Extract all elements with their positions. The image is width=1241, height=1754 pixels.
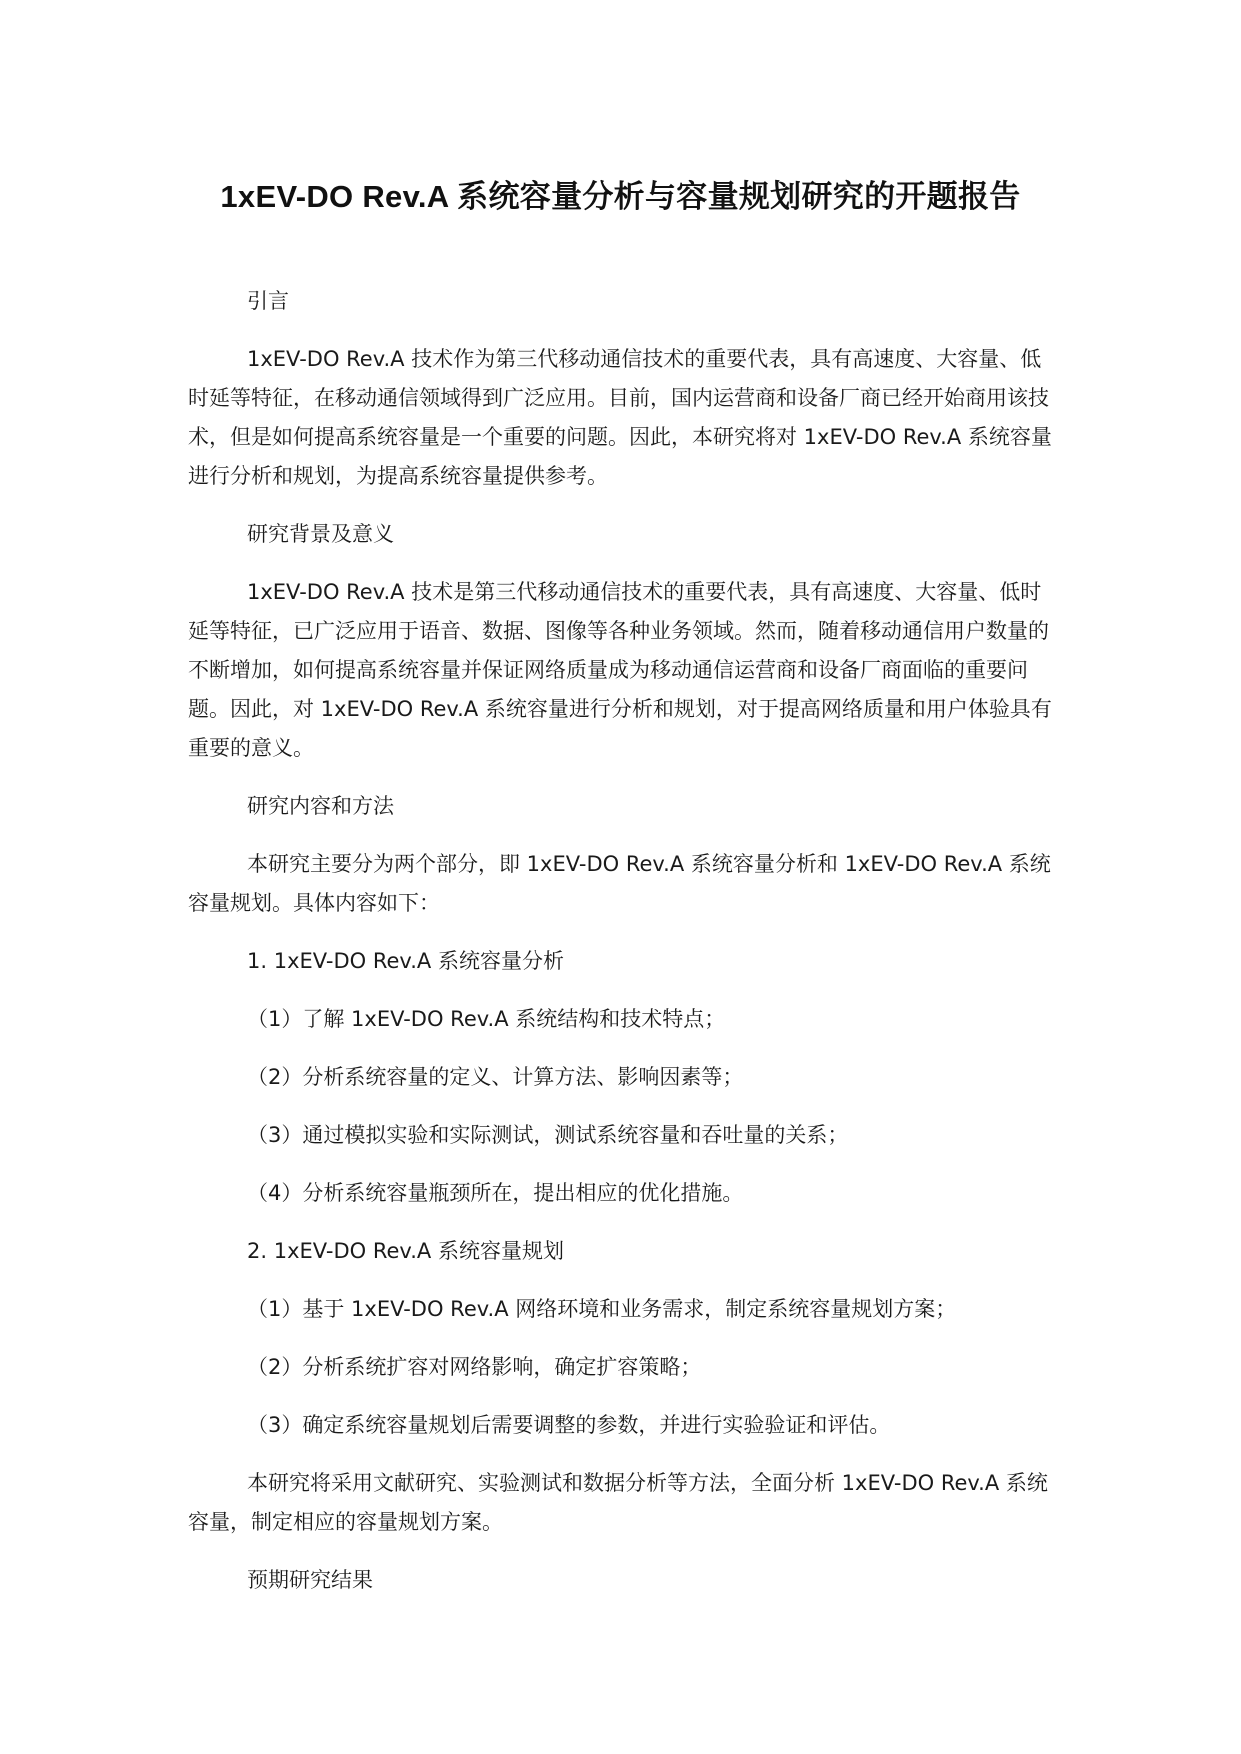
body-paragraph: 1xEV-DO Rev.A 技术作为第三代移动通信技术的重要代表，具有高速度、大容量、低时延等特征，在移动通信领域得到广泛应用。目前，国内运营商和设备厂商已经开始商用该技术，但是如何提高系统容量是一个重要的问题。因此，本研究将对 1xEV-DO Rev.A 系统容量进行分析和规划，为提高系统容量提供参考。 (188, 347, 1052, 488)
list-item: （1）基于 1xEV-DO Rev.A 网络环境和业务需求，制定系统容量规划方案； (247, 1297, 957, 1321)
section-heading: 预期研究结果 (247, 1568, 373, 1592)
list-item: （1）了解 1xEV-DO Rev.A 系统结构和技术特点； (247, 1007, 726, 1031)
list-item: （3）确定系统容量规划后需要调整的参数，并进行实验验证和评估。 (247, 1413, 891, 1437)
body-paragraph: 1xEV-DO Rev.A 技术是第三代移动通信技术的重要代表，具有高速度、大容量、低时延等特征，已广泛应用于语音、数据、图像等各种业务领域。然而，随着移动通信用户数量的不断增加，如何提高系统容量并保证网络质量成为移动通信运营商和设备厂商面临的重要问题。因此，对 1xEV-DO Rev.A 系统容量进行分析和规划，对于提高网络质量和用户体验具有重要的意义。 (188, 580, 1052, 760)
list-heading: 1. 1xEV-DO Rev.A 系统容量分析 (247, 949, 564, 973)
list-item: （4）分析系统容量瓶颈所在，提出相应的优化措施。 (247, 1181, 744, 1205)
list-item: （2）分析系统扩容对网络影响，确定扩容策略； (247, 1355, 702, 1379)
section-heading: 研究内容和方法 (247, 794, 394, 818)
list-item: （3）通过模拟实验和实际测试，测试系统容量和吞吐量的关系； (247, 1123, 849, 1147)
document-body (188, 282, 1058, 1619)
body-paragraph: 本研究将采用文献研究、实验测试和数据分析等方法，全面分析 1xEV-DO Rev.A 系统容量，制定相应的容量规划方案。 (188, 1471, 1048, 1534)
section-heading: 研究背景及意义 (247, 522, 394, 546)
list-heading: 2. 1xEV-DO Rev.A 系统容量规划 (247, 1239, 564, 1263)
document-title: 1xEV-DO Rev.A 系统容量分析与容量规划研究的开题报告 (220, 179, 1021, 214)
body-paragraph: 本研究主要分为两个部分，即 1xEV-DO Rev.A 系统容量分析和 1xEV-DO Rev.A 系统容量规划。具体内容如下： (188, 852, 1051, 915)
section-heading: 引言 (247, 289, 289, 313)
list-item: （2）分析系统容量的定义、计算方法、影响因素等； (247, 1065, 744, 1089)
